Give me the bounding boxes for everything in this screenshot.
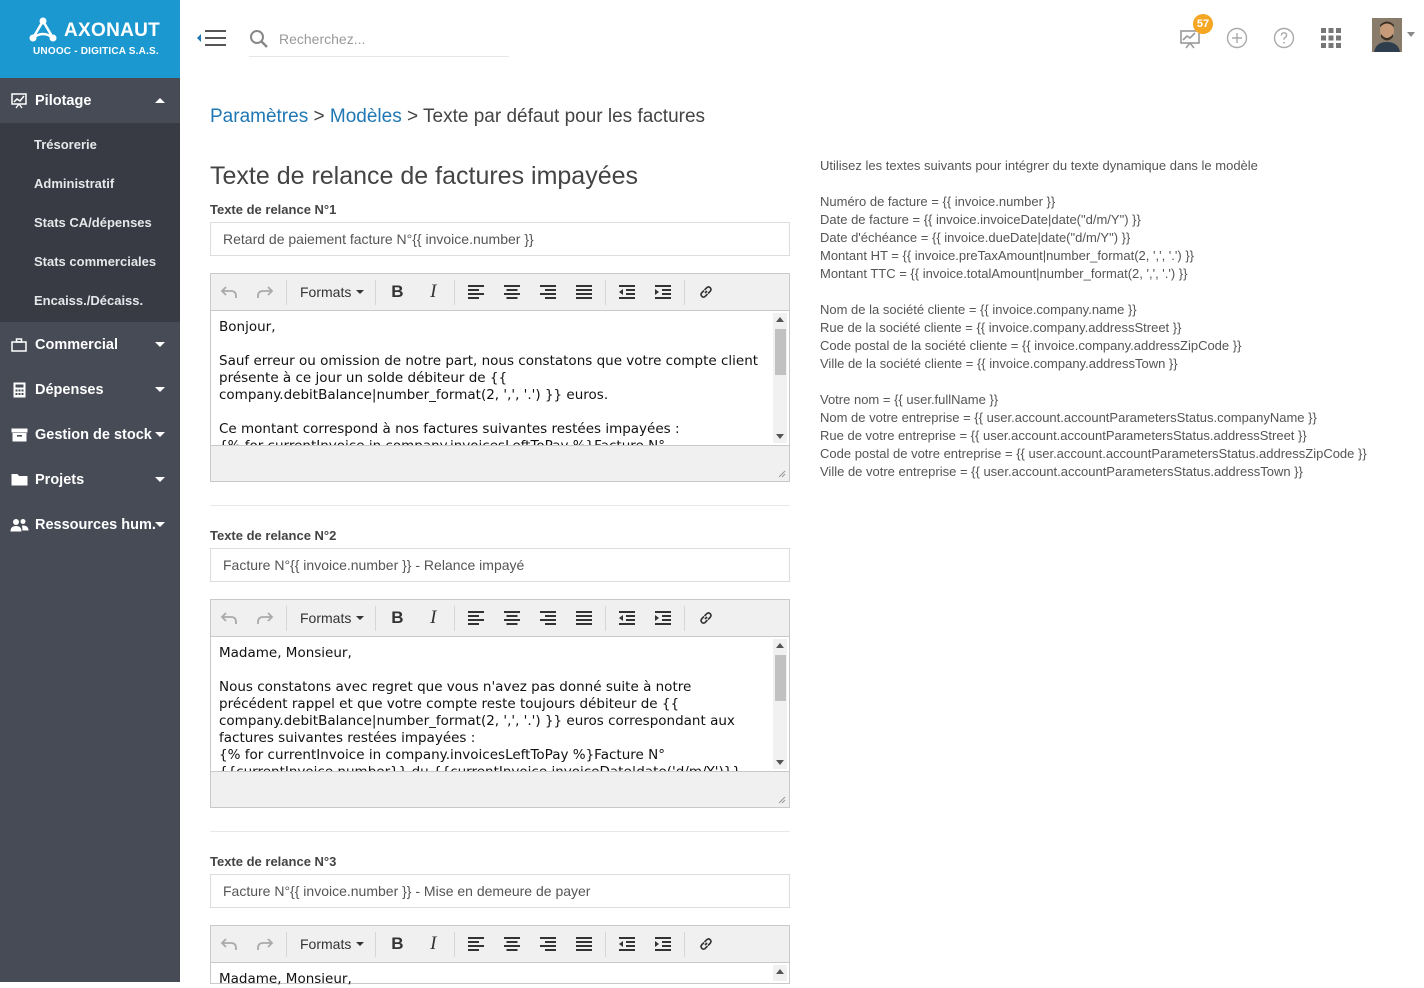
align-center-icon[interactable] [494,274,530,311]
toolbar-separator [684,280,685,305]
editor-content[interactable] [211,963,789,987]
caret-down-icon [155,387,165,392]
toolbar-separator [605,606,606,631]
rich-text-editor [210,599,790,808]
toolbar-separator [286,606,287,631]
bold-button[interactable]: B [391,282,404,301]
sidebar-item-tresorerie[interactable]: Trésorerie [34,137,97,152]
variable-line: Ville de la société cliente = {{ invoice.company.addressTown }} [820,356,1178,371]
sidebar [0,0,180,982]
breadcrumb-link-parametres[interactable]: Paramètres [210,106,309,127]
formats-dropdown[interactable] [290,926,372,963]
italic-button[interactable]: I [430,281,437,302]
caret-down-icon [155,477,165,482]
align-center-icon[interactable] [494,600,530,637]
caret-down-icon [155,342,165,347]
variable-line: Ville de votre entreprise = {{ user.account.accountParametersStatus.addressTown }} [820,464,1303,479]
editor-scrollbar[interactable] [773,639,787,769]
variable-line: Montant TTC = {{ invoice.totalAmount|number_format(2, ',', '.') }} [820,266,1188,281]
chart-board-icon [10,93,28,109]
variable-line: Date de facture = {{ invoice.invoiceDate|date("d/m/Y") }} [820,212,1141,227]
reminder-subject-input[interactable]: Facture N°{{ invoice.number }} - Relance impayé [210,548,790,582]
variable-line: Date d'échéance = {{ invoice.dueDate|date("d/m/Y") }} [820,230,1131,245]
link-icon[interactable] [688,926,724,963]
formats-label: Formats [300,284,352,300]
plus-circle-icon[interactable] [1225,26,1249,50]
help-circle-icon[interactable] [1272,26,1296,50]
breadcrumb [210,106,705,128]
sidebar-section-commercial[interactable] [0,322,180,367]
apps-grid-icon[interactable] [1319,26,1343,50]
brand-name: AXONAUT [64,20,161,41]
breadcrumb-separator: > [313,106,325,127]
variable-line: Nom de votre entreprise = {{ user.account.accountParametersStatus.companyName }} [820,410,1317,425]
sidebar-item-encaissements[interactable]: Encaiss./Décaiss. [34,293,144,308]
reminder-block-1 [210,202,790,482]
main-content [180,78,1424,987]
toolbar-separator [684,932,685,957]
redo-button[interactable] [247,600,283,637]
caret-down-icon [155,432,165,437]
reminder-label: Texte de relance N°3 [210,854,337,869]
search-bar [249,20,509,57]
indent-icon[interactable] [645,926,681,963]
undo-button[interactable] [211,274,247,311]
italic-button[interactable]: I [430,607,437,628]
variable-line: Numéro de facture = {{ invoice.number }} [820,194,1056,209]
caret-down-icon [155,522,165,527]
align-right-icon[interactable] [530,274,566,311]
align-left-icon[interactable] [458,600,494,637]
topbar [180,0,1424,78]
undo-button[interactable] [211,600,247,637]
breadcrumb-link-modeles[interactable]: Modèles [329,106,402,127]
help-intro: Utilisez les textes suivants pour intégrer du texte dynamique dans le modèle [820,158,1258,173]
variable-line: Votre nom = {{ user.fullName }} [820,392,999,407]
sidebar-section-label: Ressources hum. [35,516,156,533]
align-right-icon[interactable] [530,600,566,637]
formats-dropdown[interactable] [290,600,372,637]
sidebar-item-stats-commerciales[interactable]: Stats commerciales [34,254,157,269]
toolbar-separator [605,932,606,957]
resize-handle-icon[interactable] [777,469,786,478]
align-justify-icon[interactable] [566,274,602,311]
bold-button[interactable]: B [391,608,404,627]
variable-line: Nom de la société cliente = {{ invoice.company.name }} [820,302,1137,317]
reminder-block-2 [210,528,790,808]
briefcase-icon [10,337,28,353]
menu-toggle-icon[interactable] [196,28,228,48]
reminder-block-3 [210,854,790,987]
editor-toolbar [211,926,789,963]
align-left-icon[interactable] [458,926,494,963]
align-right-icon[interactable] [530,926,566,963]
toolbar-separator [375,280,376,305]
notification-badge: 57 [1193,14,1213,34]
editor-content[interactable] [211,637,789,771]
variable-line: Code postal de la société cliente = {{ invoice.company.addressZipCode }} [820,338,1242,353]
reminder-subject-input[interactable]: Retard de paiement facture N°{{ invoice.number }} [210,222,790,256]
formats-dropdown[interactable] [290,274,372,311]
editor-toolbar [211,600,789,637]
caret-down-icon [356,616,364,620]
align-center-icon[interactable] [494,926,530,963]
breadcrumb-current: Texte par défaut pour les factures [423,106,706,127]
editor-statusbar [211,445,789,481]
caret-down-icon [356,942,364,946]
sidebar-section-stock[interactable] [0,412,180,457]
sidebar-section-label: Pilotage [35,92,92,109]
align-justify-icon[interactable] [566,600,602,637]
toolbar-separator [454,606,455,631]
outdent-icon[interactable] [609,926,645,963]
page-title: Texte de relance de factures impayées [210,162,639,190]
editor-scrollbar[interactable] [773,965,787,981]
avatar[interactable] [1372,18,1402,52]
link-icon[interactable] [688,274,724,311]
sidebar-section-projets[interactable] [0,457,180,502]
toolbar-separator [605,280,606,305]
caret-down-icon [356,290,364,294]
avatar-dropdown-caret-icon[interactable] [1407,32,1415,37]
folder-icon [10,472,28,488]
editor-toolbar [211,274,789,311]
toolbar-separator [454,280,455,305]
search-input[interactable] [279,26,504,52]
italic-button[interactable]: I [430,933,437,954]
divider [210,831,790,832]
bold-button[interactable]: B [391,934,404,953]
outdent-icon[interactable] [609,600,645,637]
redo-button[interactable] [247,274,283,311]
indent-icon[interactable] [645,600,681,637]
users-icon [10,517,28,533]
reminder-label: Texte de relance N°2 [210,528,337,543]
sidebar-item-administratif[interactable]: Administratif [34,176,115,191]
formats-label: Formats [300,936,352,952]
toolbar-separator [286,932,287,957]
editor-content[interactable] [211,311,789,445]
reminder-label: Texte de relance N°1 [210,202,337,217]
sidebar-item-stats-ca[interactable]: Stats CA/dépenses [34,215,152,230]
resize-handle-icon[interactable] [777,795,786,804]
toolbar-separator [684,606,685,631]
variable-line: Rue de la société cliente = {{ invoice.company.addressStreet }} [820,320,1182,335]
breadcrumb-separator: > [406,106,419,127]
toolbar-separator [454,932,455,957]
sidebar-section-depenses[interactable] [0,367,180,412]
sidebar-section-pilotage[interactable] [0,78,180,123]
sidebar-section-label: Gestion de stock [35,426,152,443]
variable-line: Code postal de votre entreprise = {{ user.account.accountParametersStatus.addressZipCode }} [820,446,1367,461]
sidebar-section-rh[interactable] [0,502,180,547]
search-icon [249,29,269,49]
indent-icon[interactable] [645,274,681,311]
dynamic-variables-help [820,157,1367,481]
brand-header[interactable] [0,0,180,78]
variable-line: Montant HT = {{ invoice.preTaxAmount|number_format(2, ',', '.') }} [820,248,1194,263]
sidebar-section-label: Projets [35,471,85,488]
align-justify-icon[interactable] [566,926,602,963]
editor-statusbar [211,771,789,807]
outdent-icon[interactable] [609,274,645,311]
reminder-subject-input[interactable]: Facture N°{{ invoice.number }} - Mise en demeure de payer [210,874,790,908]
toolbar-separator [375,606,376,631]
align-left-icon[interactable] [458,274,494,311]
editor-body-text: Madame, Monsieur, Nous constatons avec regret que vous n'avez pas donné suite à notre précédent rappel et que votre compte reste toujours débiteur de {{ company.debitBalance|number_format(2, ',', '.') }} euros correspondant aux factures suivantes restées impayées : {% for currentInvoice in company.invoicesLeftToPay %}Facture N° [219,645,735,763]
pilotage-submenu [0,123,180,322]
formats-label: Formats [300,610,352,626]
company-name: UNOOC - DIGITICA S.A.S. [33,46,159,57]
variable-line: Rue de votre entreprise = {{ user.account.accountParametersStatus.addressStreet }} [820,428,1307,443]
calculator-icon [10,382,28,398]
editor-body-text: Bonjour, Sauf erreur ou omission de notre part, nous constatons que votre compte client présente à ce jour un solde débiteur de {{ company.debitBalance|number_format(2, ',', '.') }} euros. Ce montant correspond à nos factures suivantes restées impayées : [219,319,759,437]
divider [210,505,790,506]
sidebar-section-label: Dépenses [35,381,104,398]
toolbar-separator [286,280,287,305]
axonaut-logo-icon [28,16,58,44]
caret-up-icon [155,98,165,103]
archive-icon [10,427,28,443]
link-icon[interactable] [688,600,724,637]
redo-button[interactable] [247,926,283,963]
editor-body-text: Madame, Monsieur, [219,971,352,987]
toolbar-separator [375,932,376,957]
undo-button[interactable] [211,926,247,963]
editor-scrollbar[interactable] [773,313,787,443]
rich-text-editor [210,925,790,987]
sidebar-section-label: Commercial [35,336,119,353]
rich-text-editor [210,273,790,482]
